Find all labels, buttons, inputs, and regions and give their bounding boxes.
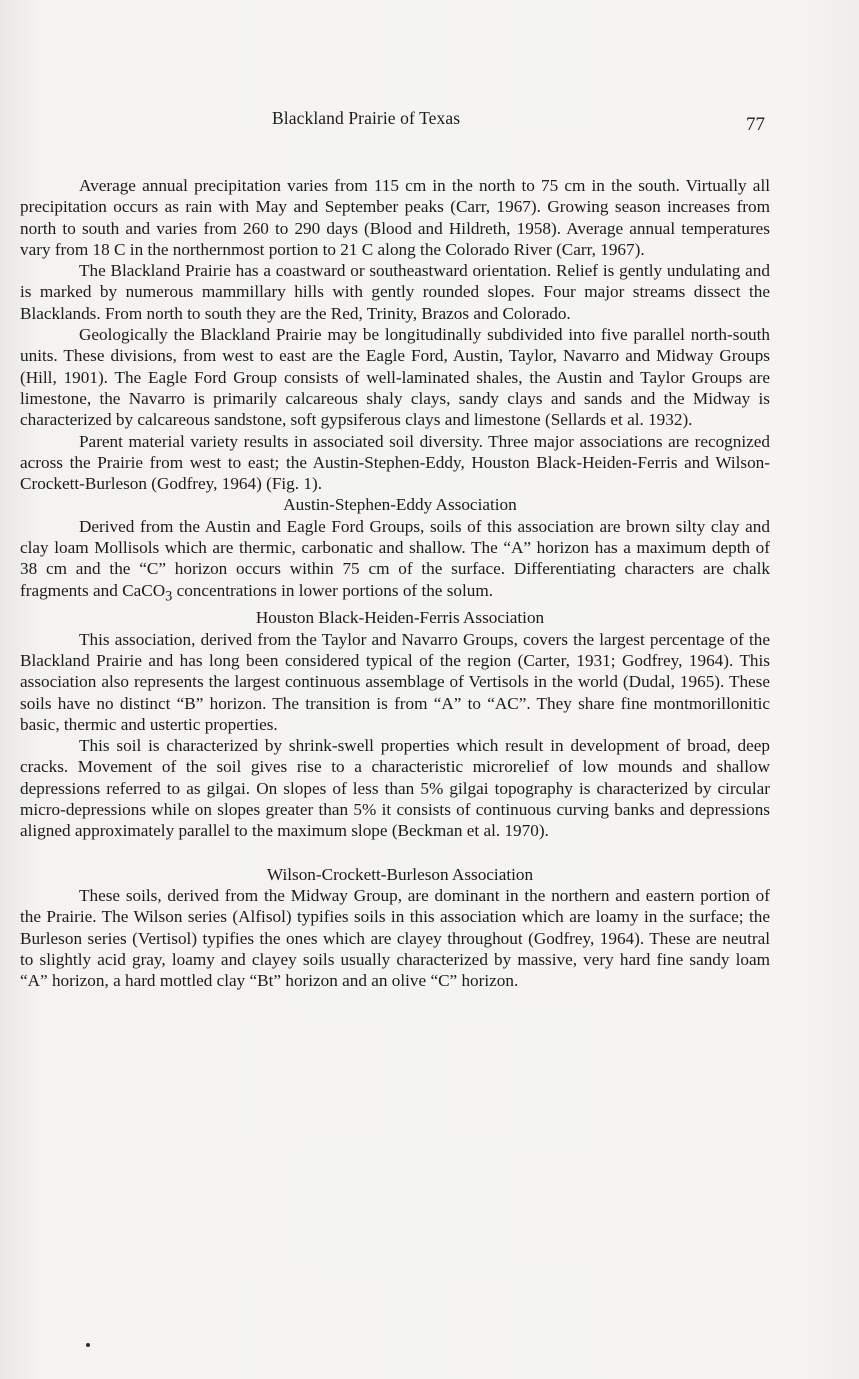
paragraph-houston-black: This association, derived from the Taylor and Navarro Groups, covers the largest percentage of the Blackland Prairie and has long been considered typical of the region (Carter, 1931; Godfrey, 1964). This association also represents the largest continuous assemblage of Vertisols in the world (Dudal, 1965). These soils have no distinct “B” horizon. The transition is from “A” to “AC”. They share fine montmorillonitic basic, thermic and ustertic properties.	[20, 629, 770, 734]
section-heading-austin-stephen-eddy: Austin-Stephen-Eddy Association	[283, 495, 517, 515]
body-text	[20, 175, 770, 991]
paragraph-precipitation: Average annual precipitation varies from 115 cm in the north to 75 cm in the south. Virtually all precipitation occurs as rain with May and September peaks (Carr, 1967). Growing season increases from north to south and varies from 260 to 290 days (Blood and Hildreth, 1958). Average annual temperatures vary from 18 C in the northernmost portion to 21 C along the Colorado River (Carr, 1967).	[20, 176, 770, 259]
paragraph-orientation: The Blackland Prairie has a coastward or southeastward orientation. Relief is gently undulating and is marked by numerous mammillary hills with gently rounded slopes. Four major streams dissect the Blacklands. From north to south they are the Red, Trinity, Brazos and Colorado.	[20, 261, 770, 323]
paragraph-parent-material: Parent material variety results in associated soil diversity. Three major associations are recognized across the Prairie from west to east; the Austin-Stephen-Eddy, Houston Black-Heiden-Ferris and Wilson-Crockett-Burleson (Godfrey, 1964) (Fig. 1).	[20, 431, 770, 494]
stray-mark	[86, 1343, 90, 1347]
paragraph-austin-stephen-eddy: Derived from the Austin and Eagle Ford Groups, soils of this association are brown silty clay and clay loam Mollisols which are thermic, carbonatic and shallow. The “A” horizon has a maximum depth of 38 cm and the “C” horizon occurs within 75 cm of the surface. Differentiating characters are chalk fragments and CaCO$_3$ concentrations in lower portions of the solum.	[20, 516, 770, 605]
section-heading-wilson-crockett-burleson: Wilson-Crockett-Burleson Association	[266, 864, 534, 884]
running-head: Blackland Prairie of Texas	[272, 108, 461, 128]
paragraph-wilson-crockett-burleson: These soils, derived from the Midway Group, are dominant in the northern and eastern portion of the Prairie. The Wilson series (Alfisol) typifies soils in this association which are loamy in the surface; the Burleson series (Vertisol) typifies the ones which are clayey throughout (Godfrey, 1964). These are neutral to slightly acid gray, loamy and clayey soils usually characterized by massive, very hard fine sandy loam “A” horizon, a hard mottled clay “Bt” horizon and an olive “C” horizon.	[20, 885, 770, 991]
page-number: 77	[746, 114, 765, 135]
paragraph-geology: Geologically the Blackland Prairie may be longitudinally subdivided into five parallel north-south units. These divisions, from west to east are the Eagle Ford, Austin, Taylor, Navarro and Midway Groups (Hill, 1901). The Eagle Ford Group consists of well-laminated shales, the Austin and Taylor Groups are limestone, the Navarro is primarily calcareous shaly clays, sandy clays and sands and the Midway is characterized by calcareous sandstone, soft gypsiferous clays and limestone (Sellards et al. 1932).	[20, 325, 770, 430]
paragraph-shrink-swell: This soil is characterized by shrink-swell properties which result in development of broad, deep cracks. Movement of the soil gives rise to a characteristic microrelief of low mounds and shallow depressions referred to as gilgai. On slopes of less than 5% gilgai topography is characterized by circular micro-depressions while on slopes greater than 5% it consists of continuous curving banks and depressions aligned approximately parallel to the maximum slope (Beckman et al. 1970).	[20, 736, 770, 841]
section-heading-houston-black: Houston Black-Heiden-Ferris Association	[255, 608, 545, 628]
section-gap	[20, 842, 770, 864]
